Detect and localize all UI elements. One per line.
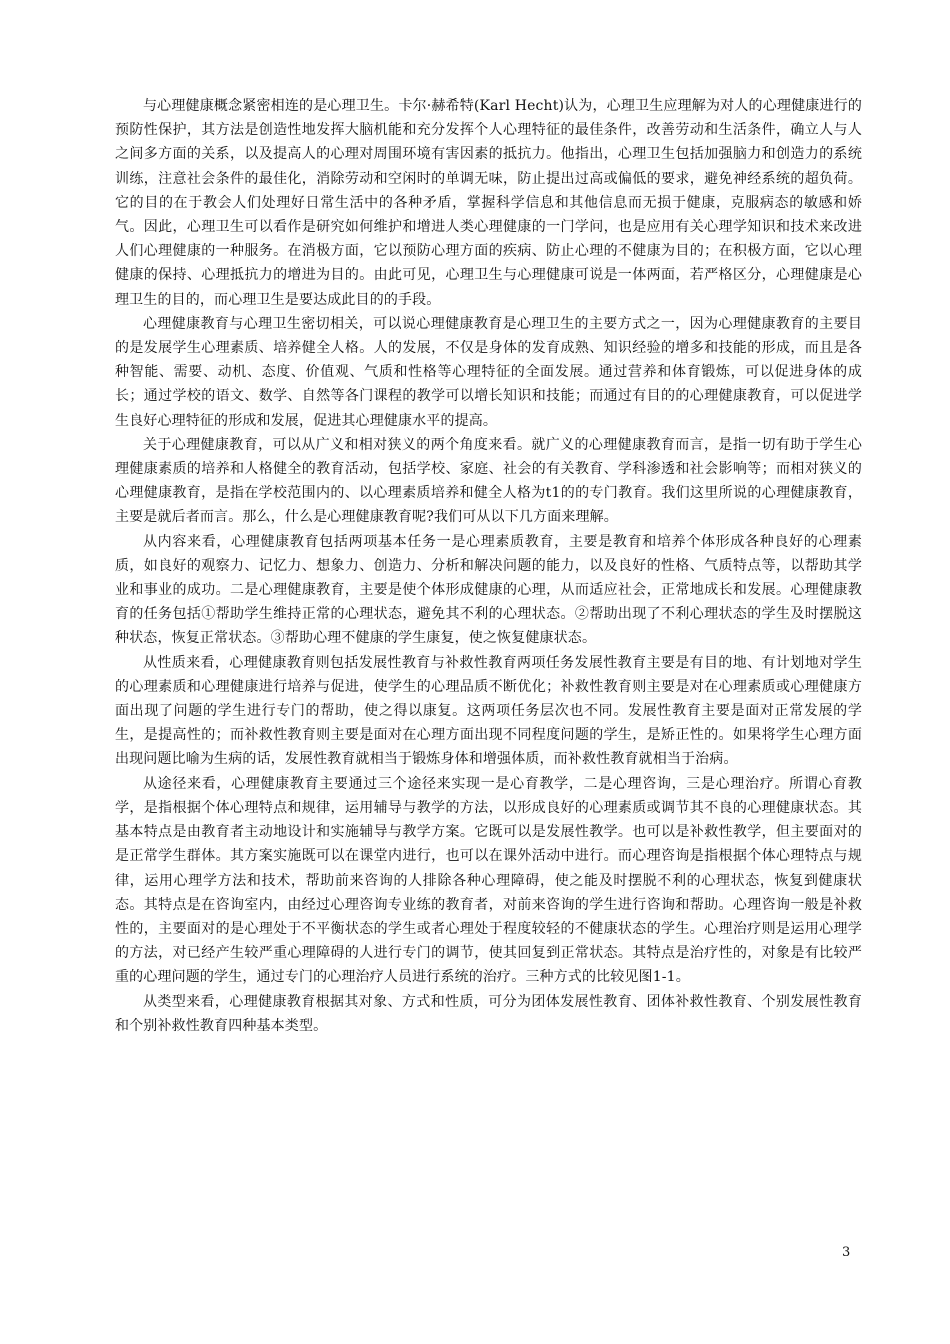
document-body [115,94,862,1038]
paragraph-content: 从内容来看，心理健康教育包括两项基本任务一是心理素质教育，主要是教育和培养个体形成各种良好的心理素质，如良好的观察力、记忆力、想象力、创造力、分析和解决问题的能力，以及良好的性格、气质特点等，以帮助其学业和事业的成功。二是心理健康教育，主要是使个体形成健康的心理，从而适应社会，正常地成长和发展。心理健康教育的任务包括①帮助学生维持正常的心理状态，避免其不利的心理状态。②帮助出现了不利心理状态的学生及时摆脱这种状态，恢复正常状态。③帮助心理不健康的学生康复，使之恢复健康状态。 [115,533,862,647]
page-number: 3 [842,1245,851,1260]
paragraph-education-and-hygiene: 心理健康教育与心理卫生密切相关，可以说心理健康教育是心理卫生的主要方式之一，因为心理健康教育的主要目的是发展学生心理素质、培养健全人格。人的发展，不仅是身体的发育成熟、知识经验的增多和技能的形成，而且是各种智能、需要、动机、态度、价值观、气质和性格等心理特征的全面发展。通过营养和体育锻炼，可以促进身体的成长；通过学校的语文、数学、自然等各门课程的教学可以增长知识和技能；而通过有目的的心理健康教育，可以促进学生良好心理特征的形成和发展，促进其心理健康水平的提高。 [115,315,862,429]
paragraph-approaches: 从途径来看，心理健康教育主要通过三个途径来实现一是心育教学，二是心理咨询，三是心理治疗。所谓心育教学，是指根据个体心理特点和规律，运用辅导与教学的方法，以形成良好的心理素质或调节其不良的心理健康状态。其基本特点是由教育者主动地设计和实施辅导与教学方案。它既可以是发展性教学。也可以是补救性教学，但主要面对的是正常学生群体。其方案实施既可以在课堂内进行，也可以在课外活动中进行。而心理咨询是指根据个体心理特点与规律，运用心理学方法和技术，帮助前来咨询的人排除各种心理障碍，使之能及时摆脱不利的心理状态，恢复到健康状态。其特点是在咨询室内，由经过心理咨询专业练的教育者，对前来咨询的学生进行咨询和帮助。心理咨询一般是补救性的，主要面对的是心理处于不平衡状态的学生或者心理处于程度较轻的不健康状态的学生。心理治疗则是运用心理学的方法，对已经产生较严重心理障碍的人进行专门的调节，使其回复到正常状态。其特点是治疗性的，对象是有比较严重的心理问题的学生，通过专门的心理治疗人员进行系统的治疗。三种方式的比较见图1-1。 [115,775,862,986]
paragraph-mental-hygiene: 与心理健康概念紧密相连的是心理卫生。卡尔·赫希特(Karl Hecht)认为，心理卫生应理解为对人的心理健康进行的预防性保护，其方法是创造性地发挥大脑机能和充分发挥个人心理特征的最佳条件，改善劳动和生活条件，确立人与人之间多方面的关系，以及提高人的心理对周围环境有害因素的抵抗力。他指出，心理卫生包括加强脑力和创造力的系统训练，注意社会条件的最佳化，消除劳动和空闲时的单调无味，防止提出过高或偏低的要求，避免神经系统的超负荷。它的目的在于教会人们处理好日常生活中的各种矛盾，掌握科学信息和其他信息而无损于健康，克服病态的敏感和娇气。因此，心理卫生可以看作是研究如何维护和增进人类心理健康的一门学问，也是应用有关心理学知识和技术来改进人们心理健康的一种服务。在消极方面，它以预防心理方面的疾病、防止心理的不健康为目的；在积极方面，它以心理健康的保持、心理抵抗力的增进为目的。由此可见，心理卫生与心理健康可说是一体两面，若严格区分，心理健康是心理卫生的目的，而心理卫生是要达成此目的的手段。 [115,98,862,308]
paragraph-nature: 从性质来看，心理健康教育则包括发展性教育与补救性教育两项任务发展性教育主要是有目的地、有计划地对学生的心理素质和心理健康进行培养与促进，使学生的心理品质不断优化；补救性教育则主要是对在心理素质或心理健康方面出现了问题的学生进行专门的帮助，使之得以康复。这两项任务层次也不同。发展性教育主要是面对正常发展的学生，是提高性的；而补救性教育则主要是面对在心理方面出现不同程度问题的学生，是矫正性的。如果将学生心理方面出现问题比喻为生病的话，发展性教育就相当于锻炼身体和增强体质，而补救性教育就相当于治病。 [115,654,862,768]
paragraph-types: 从类型来看，心理健康教育根据其对象、方式和性质，可分为团体发展性教育、团体补救性教育、个别发展性教育和个别补救性教育四种基本类型。 [115,993,862,1034]
paragraph-broad-and-narrow-sense: 关于心理健康教育，可以从广义和相对狭义的两个角度来看。就广义的心理健康教育而言，是指一切有助于学生心理健康素质的培养和人格健全的教育活动，包括学校、家庭、社会的有关教育、学科渗透和社会影响等；而相对狭义的心理健康教育，是指在学校范围内的、以心理素质培养和健全人格为t1的的专门教育。我们这里所说的心理健康教育，主要是就后者而言。那么，什么是心理健康教育呢?我们可从以下几方面来理解。 [115,436,862,526]
